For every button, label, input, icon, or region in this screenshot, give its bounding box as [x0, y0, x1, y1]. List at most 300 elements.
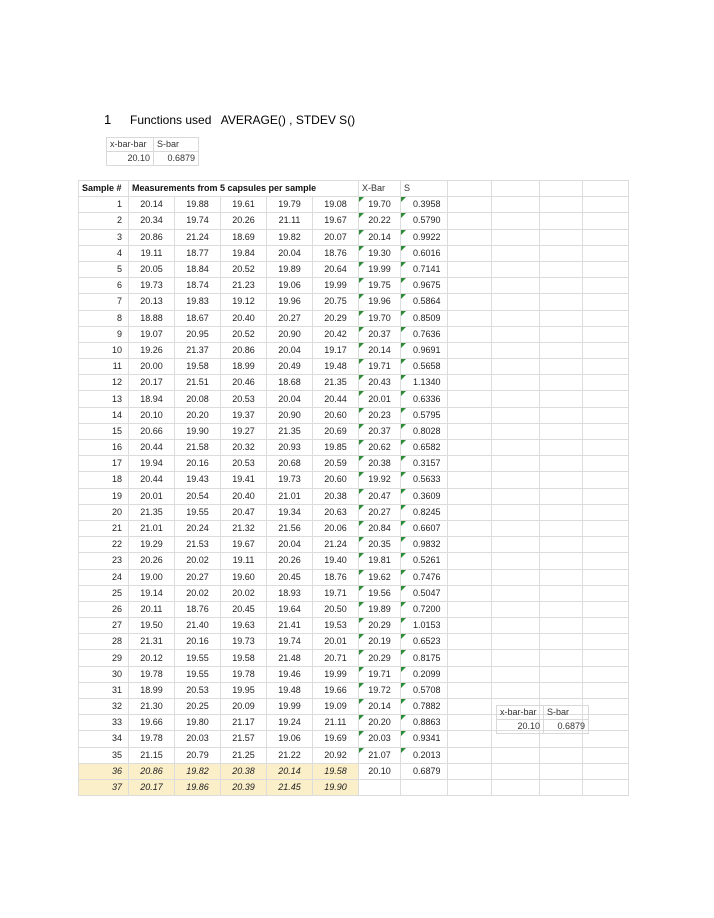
s-cell: 0.7476: [401, 569, 448, 585]
s-cell: 0.5864: [401, 294, 448, 310]
measurement-2-cell: 20.16: [175, 456, 221, 472]
measurement-5-cell: 20.38: [313, 488, 359, 504]
measurement-3-cell: 20.45: [221, 601, 267, 617]
measurement-3-cell: 20.39: [221, 779, 267, 795]
empty-cell: [583, 278, 629, 294]
measurement-5-cell: 20.71: [313, 650, 359, 666]
xbar-cell: 19.96: [359, 294, 401, 310]
measurement-2-cell: 19.80: [175, 715, 221, 731]
table-row: [79, 391, 629, 407]
measurement-3-cell: 20.46: [221, 375, 267, 391]
empty-cell: [540, 278, 583, 294]
measurement-2-cell: 21.51: [175, 375, 221, 391]
measurement-5-cell: 20.44: [313, 391, 359, 407]
measurement-4-cell: 21.45: [267, 779, 313, 795]
measurement-3-cell: 19.95: [221, 682, 267, 698]
empty-cell: [583, 504, 629, 520]
empty-cell: [448, 391, 492, 407]
empty-cell: [583, 261, 629, 277]
xbar-cell: 19.72: [359, 682, 401, 698]
sample-number-cell: 12: [79, 375, 129, 391]
sample-number-cell: 21: [79, 520, 129, 536]
measurement-2-cell: 20.25: [175, 699, 221, 715]
table-row: [79, 520, 629, 536]
s-cell: [401, 779, 448, 795]
s-cell: 0.7882: [401, 699, 448, 715]
empty-cell: [540, 375, 583, 391]
empty-cell: [492, 682, 540, 698]
empty-cell: [540, 229, 583, 245]
measurement-1-cell: 21.30: [129, 699, 175, 715]
empty-header-cell: [448, 181, 492, 197]
measurement-2-cell: 19.74: [175, 213, 221, 229]
empty-cell: [540, 569, 583, 585]
empty-cell: [492, 229, 540, 245]
measurement-2-cell: 20.16: [175, 634, 221, 650]
empty-cell: [540, 488, 583, 504]
measurement-2-cell: 19.58: [175, 359, 221, 375]
empty-cell: [492, 197, 540, 213]
empty-cell: [492, 456, 540, 472]
measurement-1-cell: 19.29: [129, 537, 175, 553]
measurement-5-cell: 20.01: [313, 634, 359, 650]
measurement-5-cell: 19.40: [313, 553, 359, 569]
measurement-4-cell: 19.96: [267, 294, 313, 310]
empty-header-cell: [492, 181, 540, 197]
empty-cell: [583, 763, 629, 779]
empty-cell: [448, 715, 492, 731]
measurement-1-cell: 19.78: [129, 731, 175, 747]
empty-cell: [583, 488, 629, 504]
measurement-4-cell: 20.04: [267, 537, 313, 553]
xbar-cell: 20.23: [359, 407, 401, 423]
sample-number-cell: 14: [79, 407, 129, 423]
sample-number-cell: 26: [79, 601, 129, 617]
xbarbar-header: x-bar-bar: [497, 706, 544, 720]
measurement-4-cell: 20.04: [267, 391, 313, 407]
measurement-5-cell: 19.48: [313, 359, 359, 375]
measurement-1-cell: 19.78: [129, 666, 175, 682]
measurement-4-cell: 19.34: [267, 504, 313, 520]
sample-number-cell: 24: [79, 569, 129, 585]
empty-cell: [492, 601, 540, 617]
measurement-5-cell: 20.92: [313, 747, 359, 763]
empty-cell: [583, 779, 629, 795]
measurement-2-cell: 20.54: [175, 488, 221, 504]
sample-number-cell: 11: [79, 359, 129, 375]
measurement-2-cell: 19.83: [175, 294, 221, 310]
xbar-cell: 20.14: [359, 699, 401, 715]
measurement-1-cell: 19.00: [129, 569, 175, 585]
empty-cell: [448, 650, 492, 666]
empty-cell: [583, 423, 629, 439]
table-row: [79, 375, 629, 391]
sbar-header: S-bar: [544, 706, 589, 720]
empty-cell: [540, 213, 583, 229]
measurement-2-cell: 18.67: [175, 310, 221, 326]
empty-cell: [448, 229, 492, 245]
xbar-cell: 20.38: [359, 456, 401, 472]
xbar-cell: 20.62: [359, 440, 401, 456]
measurement-2-cell: 21.24: [175, 229, 221, 245]
table-row: [79, 456, 629, 472]
empty-cell: [492, 407, 540, 423]
empty-cell: [448, 488, 492, 504]
measurement-5-cell: 19.71: [313, 585, 359, 601]
empty-cell: [583, 618, 629, 634]
empty-cell: [583, 326, 629, 342]
measurement-4-cell: 19.46: [267, 666, 313, 682]
xbar-cell: 20.14: [359, 229, 401, 245]
sample-number-cell: 20: [79, 504, 129, 520]
xbar-cell: 19.75: [359, 278, 401, 294]
xbar-cell: 19.70: [359, 310, 401, 326]
measurement-3-cell: 18.69: [221, 229, 267, 245]
sample-number-cell: 18: [79, 472, 129, 488]
empty-cell: [448, 197, 492, 213]
s-cell: 0.2013: [401, 747, 448, 763]
empty-cell: [492, 779, 540, 795]
empty-cell: [448, 537, 492, 553]
s-cell: 0.6607: [401, 520, 448, 536]
s-header: S: [401, 181, 448, 197]
measurement-3-cell: 19.12: [221, 294, 267, 310]
empty-cell: [540, 666, 583, 682]
empty-cell: [492, 310, 540, 326]
measurement-2-cell: 19.82: [175, 763, 221, 779]
empty-header-cell: [583, 181, 629, 197]
xbar-cell: 20.20: [359, 715, 401, 731]
s-cell: 0.7636: [401, 326, 448, 342]
measurement-2-cell: 20.24: [175, 520, 221, 536]
s-cell: 0.8245: [401, 504, 448, 520]
empty-cell: [583, 375, 629, 391]
measurement-3-cell: 20.52: [221, 261, 267, 277]
measurement-3-cell: 19.63: [221, 618, 267, 634]
empty-cell: [492, 440, 540, 456]
measurement-1-cell: 20.01: [129, 488, 175, 504]
measurement-4-cell: 21.48: [267, 650, 313, 666]
empty-cell: [492, 569, 540, 585]
s-cell: 0.6016: [401, 245, 448, 261]
measurement-1-cell: 18.94: [129, 391, 175, 407]
measurement-1-cell: 21.35: [129, 504, 175, 520]
sbar-value: 0.6879: [544, 720, 589, 734]
sample-number-cell: 16: [79, 440, 129, 456]
xbarbar-value: 20.10: [497, 720, 544, 734]
empty-cell: [540, 407, 583, 423]
s-cell: 0.8028: [401, 423, 448, 439]
table-row: [79, 407, 629, 423]
empty-cell: [492, 472, 540, 488]
empty-cell: [448, 763, 492, 779]
empty-cell: [448, 779, 492, 795]
empty-cell: [492, 245, 540, 261]
empty-cell: [540, 197, 583, 213]
table-row: [79, 747, 629, 763]
empty-cell: [540, 294, 583, 310]
sample-number-cell: 10: [79, 342, 129, 358]
summary-table-bottom: [496, 705, 589, 734]
measurement-5-cell: 20.69: [313, 423, 359, 439]
measurement-4-cell: 21.01: [267, 488, 313, 504]
s-cell: 0.5633: [401, 472, 448, 488]
s-cell: 0.7200: [401, 601, 448, 617]
measurement-4-cell: 20.04: [267, 245, 313, 261]
measurement-4-cell: 19.06: [267, 278, 313, 294]
xbarbar-header: x-bar-bar: [107, 138, 154, 152]
measurement-2-cell: 19.55: [175, 666, 221, 682]
measurement-1-cell: 19.50: [129, 618, 175, 634]
measurement-1-cell: 21.01: [129, 520, 175, 536]
measurement-2-cell: 20.27: [175, 569, 221, 585]
table-row: [79, 294, 629, 310]
s-cell: 0.9832: [401, 537, 448, 553]
measurement-2-cell: 19.90: [175, 423, 221, 439]
empty-cell: [583, 310, 629, 326]
measurement-5-cell: 20.50: [313, 601, 359, 617]
empty-cell: [492, 618, 540, 634]
measurement-4-cell: 20.27: [267, 310, 313, 326]
s-cell: 0.8863: [401, 715, 448, 731]
s-cell: 0.9691: [401, 342, 448, 358]
measurement-1-cell: 18.99: [129, 682, 175, 698]
measurement-1-cell: 19.66: [129, 715, 175, 731]
empty-cell: [492, 278, 540, 294]
empty-cell: [492, 326, 540, 342]
measurement-2-cell: 20.03: [175, 731, 221, 747]
xbar-header: X-Bar: [359, 181, 401, 197]
s-cell: 1.0153: [401, 618, 448, 634]
empty-cell: [540, 618, 583, 634]
s-cell: 0.3157: [401, 456, 448, 472]
xbar-cell: 20.14: [359, 342, 401, 358]
table-row: [79, 213, 629, 229]
empty-cell: [583, 520, 629, 536]
empty-cell: [448, 440, 492, 456]
measurement-2-cell: 19.55: [175, 650, 221, 666]
measurement-3-cell: 19.60: [221, 569, 267, 585]
measurement-5-cell: 20.42: [313, 326, 359, 342]
measurement-3-cell: 21.25: [221, 747, 267, 763]
measurement-4-cell: 20.90: [267, 326, 313, 342]
empty-cell: [540, 342, 583, 358]
sample-number-cell: 36: [79, 763, 129, 779]
measurement-5-cell: 20.29: [313, 310, 359, 326]
measurement-3-cell: 20.02: [221, 585, 267, 601]
empty-cell: [583, 197, 629, 213]
measurement-1-cell: 20.17: [129, 375, 175, 391]
heading-text: Functions used AVERAGE() , STDEV S(): [130, 113, 356, 127]
measurement-3-cell: 21.17: [221, 715, 267, 731]
sample-number-cell: 23: [79, 553, 129, 569]
xbar-cell: 20.10: [359, 763, 401, 779]
xbar-cell: 19.70: [359, 197, 401, 213]
table-row: [79, 310, 629, 326]
xbar-cell: 20.01: [359, 391, 401, 407]
s-cell: 0.5261: [401, 553, 448, 569]
measurement-2-cell: 21.40: [175, 618, 221, 634]
measurement-4-cell: 21.35: [267, 423, 313, 439]
sample-number-cell: 35: [79, 747, 129, 763]
measurement-5-cell: 19.99: [313, 666, 359, 682]
empty-cell: [492, 294, 540, 310]
table-row: [79, 326, 629, 342]
measurement-3-cell: 21.57: [221, 731, 267, 747]
measurement-5-cell: 19.08: [313, 197, 359, 213]
empty-cell: [583, 569, 629, 585]
sample-number-cell: 22: [79, 537, 129, 553]
measurement-2-cell: 20.08: [175, 391, 221, 407]
xbar-cell: 20.35: [359, 537, 401, 553]
empty-cell: [492, 261, 540, 277]
measurement-5-cell: 18.76: [313, 569, 359, 585]
empty-cell: [583, 715, 629, 731]
measurement-1-cell: 20.86: [129, 229, 175, 245]
xbar-cell: [359, 779, 401, 795]
sample-number-cell: 13: [79, 391, 129, 407]
measurement-4-cell: 20.14: [267, 763, 313, 779]
empty-cell: [448, 310, 492, 326]
measurement-1-cell: 20.17: [129, 779, 175, 795]
measurement-5-cell: 19.69: [313, 731, 359, 747]
measurement-4-cell: 20.04: [267, 342, 313, 358]
measurement-1-cell: 20.00: [129, 359, 175, 375]
empty-cell: [448, 666, 492, 682]
measurement-2-cell: 21.53: [175, 537, 221, 553]
s-cell: 0.6523: [401, 634, 448, 650]
measurement-3-cell: 19.37: [221, 407, 267, 423]
sample-number-cell: 15: [79, 423, 129, 439]
empty-cell: [540, 245, 583, 261]
measurement-2-cell: 21.58: [175, 440, 221, 456]
measurement-1-cell: 20.26: [129, 553, 175, 569]
xbar-cell: 19.99: [359, 261, 401, 277]
table-row: [79, 488, 629, 504]
xbar-cell: 19.71: [359, 359, 401, 375]
xbar-cell: 20.37: [359, 423, 401, 439]
xbar-cell: 20.19: [359, 634, 401, 650]
measurement-3-cell: 20.40: [221, 488, 267, 504]
empty-cell: [540, 261, 583, 277]
measurements-spreadsheet: [78, 180, 629, 796]
table-row: [79, 261, 629, 277]
sample-number-header: Sample #: [79, 181, 129, 197]
measurement-5-cell: 20.60: [313, 472, 359, 488]
empty-cell: [583, 537, 629, 553]
sample-number-cell: 28: [79, 634, 129, 650]
s-cell: 0.9341: [401, 731, 448, 747]
empty-cell: [540, 747, 583, 763]
s-cell: 0.2099: [401, 666, 448, 682]
measurement-3-cell: 20.38: [221, 763, 267, 779]
measurement-1-cell: 21.15: [129, 747, 175, 763]
empty-cell: [448, 294, 492, 310]
table-row: [79, 245, 629, 261]
measurement-3-cell: 19.73: [221, 634, 267, 650]
measurement-4-cell: 20.68: [267, 456, 313, 472]
empty-cell: [492, 423, 540, 439]
measurement-1-cell: 20.86: [129, 763, 175, 779]
measurement-4-cell: 20.93: [267, 440, 313, 456]
empty-cell: [540, 440, 583, 456]
measurement-1-cell: 20.14: [129, 197, 175, 213]
measurement-4-cell: 19.74: [267, 634, 313, 650]
table-row: [79, 278, 629, 294]
empty-cell: [583, 440, 629, 456]
empty-cell: [492, 553, 540, 569]
summary-table-top: [106, 137, 199, 166]
sample-number-cell: 9: [79, 326, 129, 342]
empty-cell: [492, 537, 540, 553]
measurement-3-cell: 20.52: [221, 326, 267, 342]
measurement-4-cell: 18.93: [267, 585, 313, 601]
empty-cell: [540, 472, 583, 488]
empty-cell: [540, 537, 583, 553]
measurement-2-cell: 18.74: [175, 278, 221, 294]
table-row: [79, 650, 629, 666]
empty-cell: [448, 553, 492, 569]
sbar-header: S-bar: [154, 138, 199, 152]
s-cell: 0.5790: [401, 213, 448, 229]
empty-cell: [540, 650, 583, 666]
measurement-2-cell: 19.43: [175, 472, 221, 488]
empty-cell: [448, 731, 492, 747]
xbar-cell: 19.30: [359, 245, 401, 261]
table-row: [79, 229, 629, 245]
empty-cell: [492, 520, 540, 536]
s-cell: 0.3609: [401, 488, 448, 504]
measurement-4-cell: 19.06: [267, 731, 313, 747]
s-cell: 0.8175: [401, 650, 448, 666]
empty-cell: [540, 504, 583, 520]
empty-cell: [492, 666, 540, 682]
measurement-1-cell: 19.73: [129, 278, 175, 294]
measurement-5-cell: 19.09: [313, 699, 359, 715]
measurement-4-cell: 20.26: [267, 553, 313, 569]
measurement-5-cell: 20.60: [313, 407, 359, 423]
empty-cell: [583, 650, 629, 666]
empty-cell: [583, 747, 629, 763]
s-cell: 0.6336: [401, 391, 448, 407]
empty-cell: [540, 763, 583, 779]
sample-number-cell: 30: [79, 666, 129, 682]
empty-cell: [448, 375, 492, 391]
measurement-2-cell: 18.84: [175, 261, 221, 277]
empty-cell: [448, 456, 492, 472]
sample-number-cell: 4: [79, 245, 129, 261]
s-cell: 0.5047: [401, 585, 448, 601]
measurement-4-cell: 19.48: [267, 682, 313, 698]
measurement-5-cell: 19.85: [313, 440, 359, 456]
measurement-4-cell: 21.56: [267, 520, 313, 536]
empty-cell: [540, 779, 583, 795]
measurement-5-cell: 21.11: [313, 715, 359, 731]
empty-cell: [448, 261, 492, 277]
measurement-4-cell: 20.45: [267, 569, 313, 585]
empty-cell: [583, 553, 629, 569]
empty-cell: [448, 213, 492, 229]
empty-cell: [540, 585, 583, 601]
s-cell: 0.9675: [401, 278, 448, 294]
empty-cell: [492, 391, 540, 407]
empty-cell: [492, 342, 540, 358]
xbar-cell: 19.81: [359, 553, 401, 569]
s-cell: 1.1340: [401, 375, 448, 391]
measurement-5-cell: 20.06: [313, 520, 359, 536]
empty-cell: [540, 391, 583, 407]
xbar-cell: 20.22: [359, 213, 401, 229]
